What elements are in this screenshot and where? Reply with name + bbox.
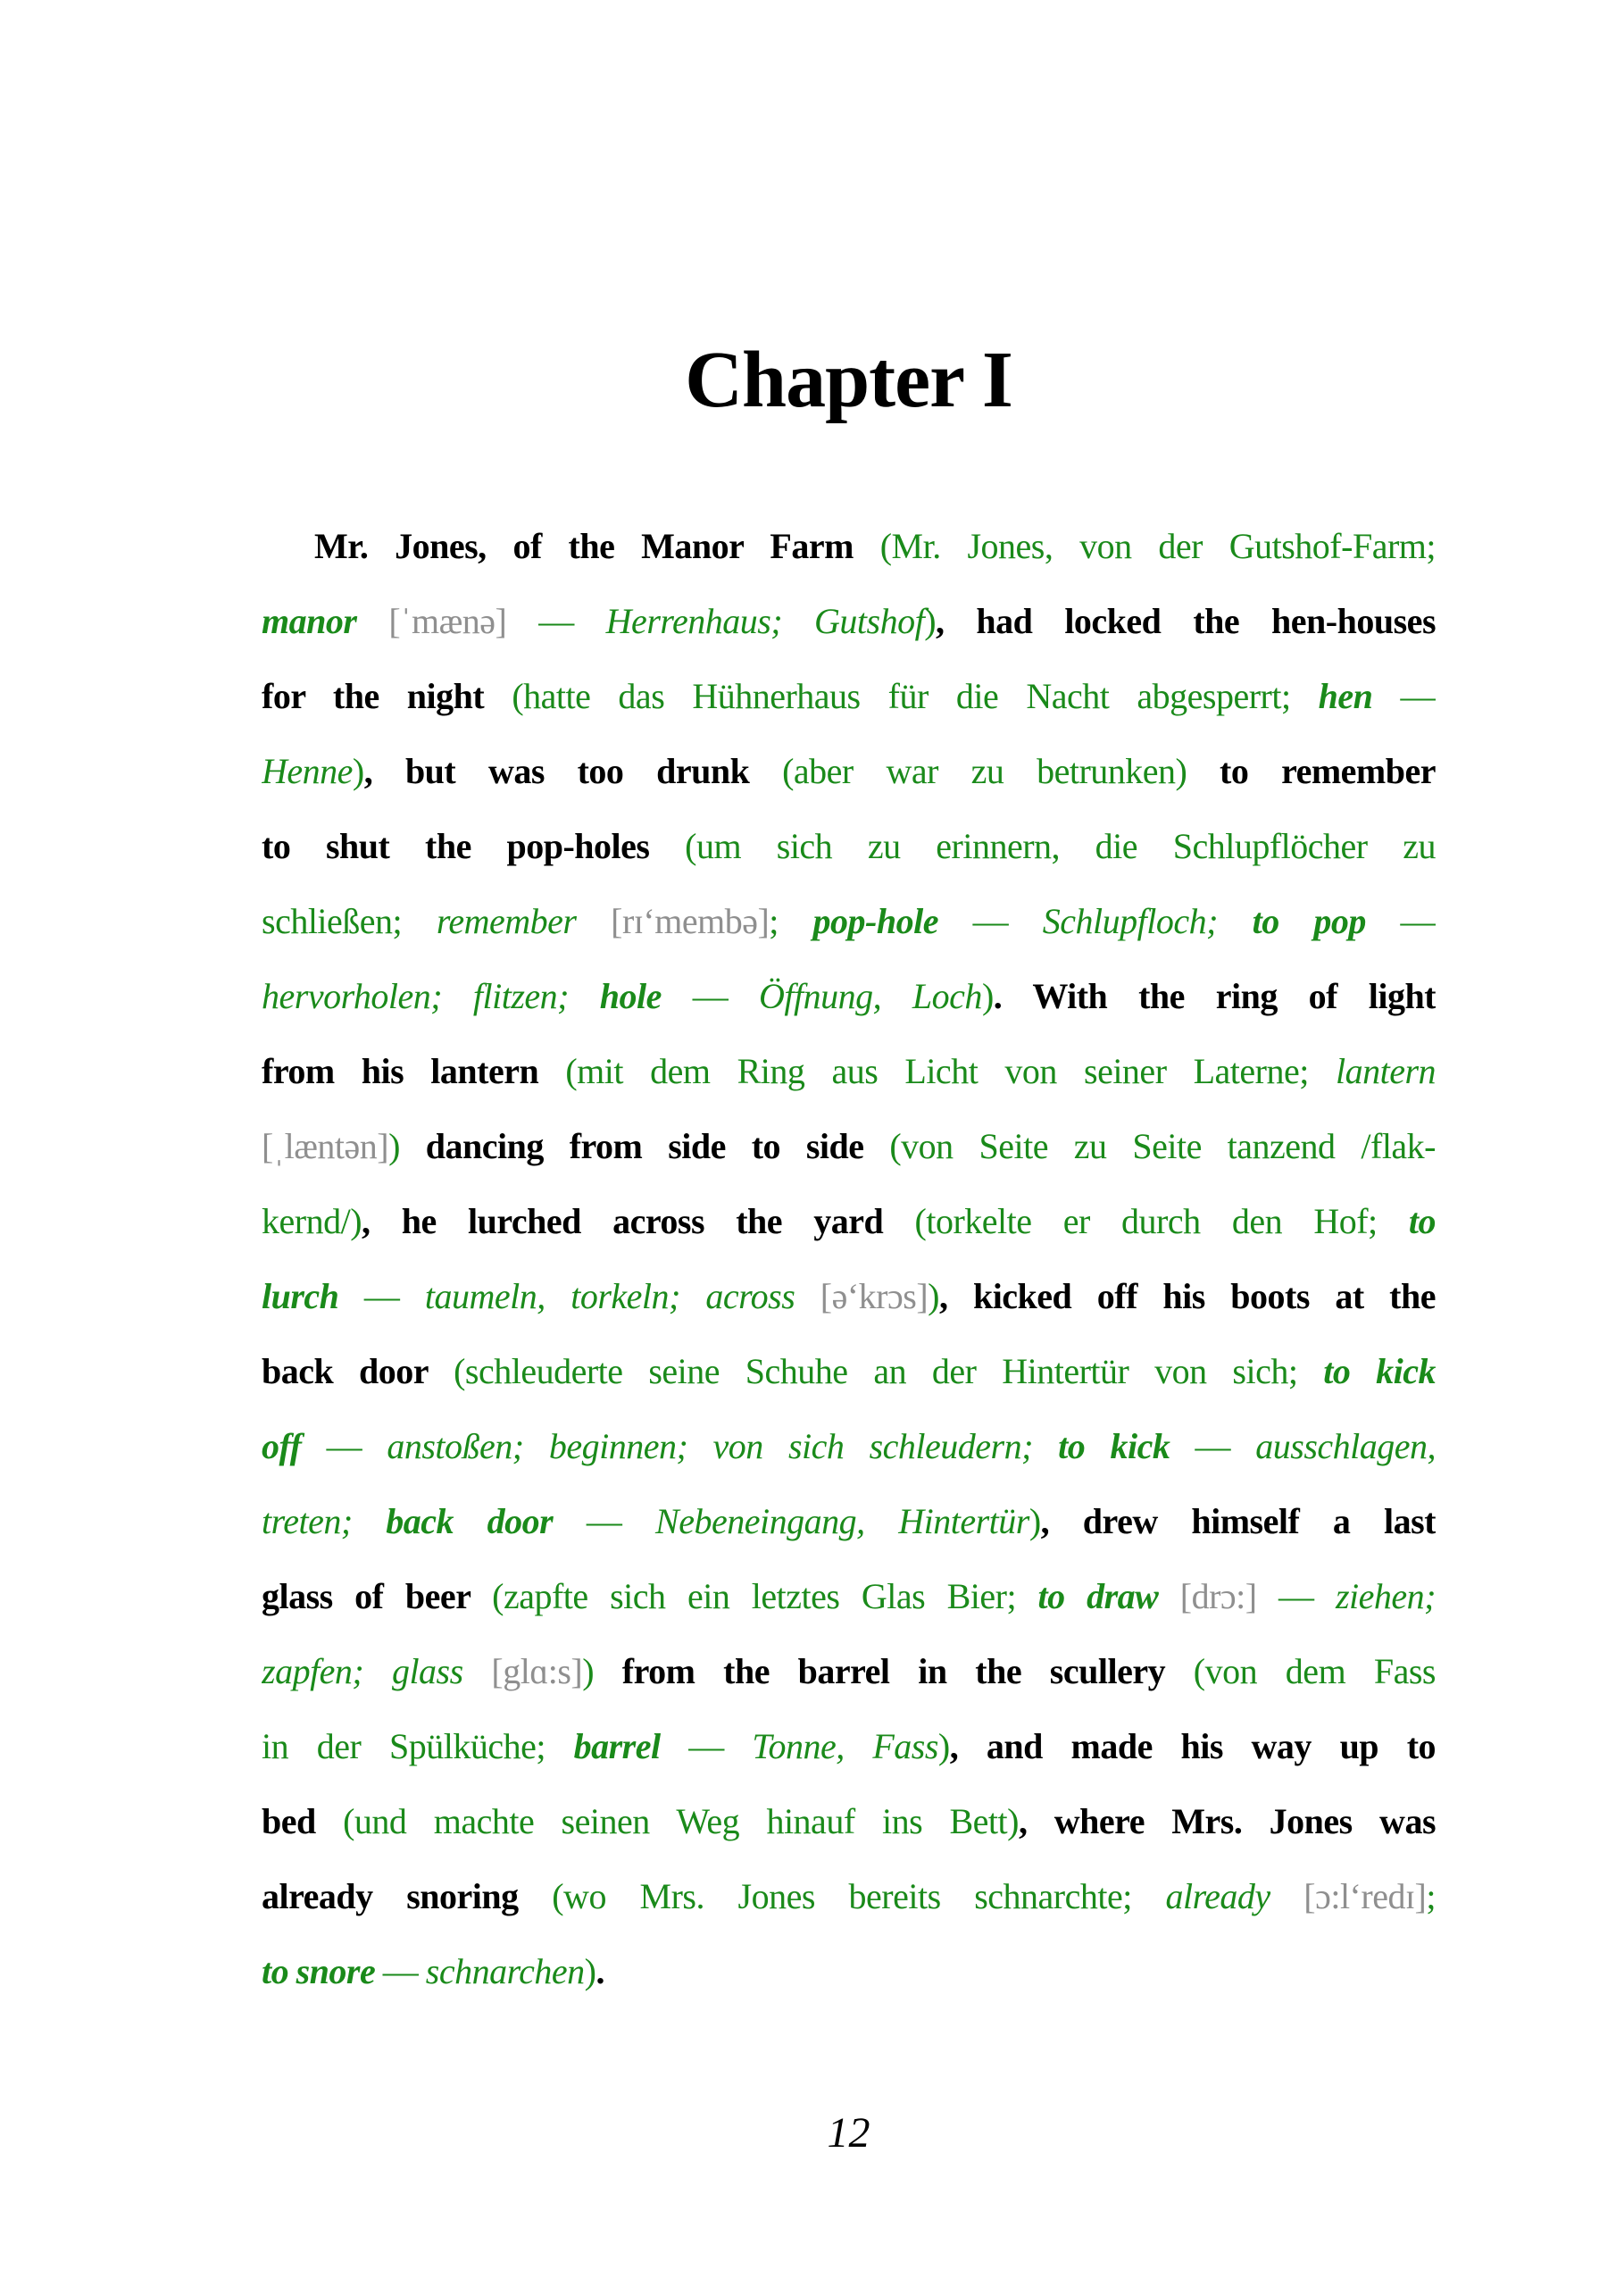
- text-line: [262, 1184, 1436, 1259]
- text-line: [262, 1634, 1436, 1709]
- english-text: . With the ring of light: [993, 976, 1436, 1016]
- english-text: for the night: [262, 676, 512, 716]
- german-translation: ): [352, 751, 364, 791]
- german-translation: —: [538, 601, 606, 641]
- english-text: back door: [262, 1351, 454, 1391]
- gloss-headword: back door: [386, 1501, 587, 1541]
- german-gloss: Öffnung, Loch: [759, 976, 982, 1016]
- english-text: , where Mrs. Jones was: [1018, 1801, 1436, 1841]
- text-line: [262, 809, 1436, 884]
- text-line: [262, 734, 1436, 809]
- german-translation: (und machte seinen Weg hinauf ins Bett): [343, 1801, 1019, 1841]
- german-gloss: Tonne, Fass: [752, 1726, 938, 1766]
- gloss-headword: to kick: [1323, 1351, 1436, 1391]
- german-translation: (wo Mrs. Jones bereits schnarchte;: [552, 1876, 1166, 1916]
- text-line: [262, 1484, 1436, 1559]
- german-translation: (Mr. Jones, von der Gutshof-Farm;: [879, 526, 1436, 566]
- german-gloss: Schlupfloch;: [1042, 901, 1253, 941]
- german-gloss: Henne: [262, 751, 353, 791]
- phonetic-transcription: [glɑ:s]: [491, 1651, 583, 1691]
- gloss-headword: hen: [1318, 676, 1401, 716]
- german-gloss: anstoßen; beginnen; von sich schleudern;: [387, 1426, 1059, 1466]
- english-text: , and made his way up to: [949, 1726, 1436, 1766]
- text-line: [262, 1109, 1436, 1184]
- chapter-title: Chapter I: [685, 336, 1012, 424]
- gloss-headword: to: [1408, 1201, 1436, 1241]
- german-translation: schließen;: [262, 901, 437, 941]
- english-text: , he lurched across the yard: [362, 1201, 915, 1241]
- gloss-headword: to snore: [262, 1951, 383, 1991]
- english-text: , drew himself a last: [1040, 1501, 1436, 1541]
- english-text: , had locked the hen-houses: [936, 601, 1436, 641]
- english-text: bed: [262, 1801, 344, 1841]
- text-line: [262, 1709, 1436, 1784]
- german-translation: (von dem Fass: [1193, 1651, 1436, 1691]
- reading-paragraph: [262, 509, 1436, 2009]
- english-text: already snoring: [262, 1876, 553, 1916]
- english-text: dancing from side to side: [399, 1126, 890, 1166]
- english-text: from the barrel in the scullery: [594, 1651, 1194, 1691]
- german-gloss: ausschlagen,: [1255, 1426, 1436, 1466]
- phonetic-transcription: [ɔ:lʻredɪ]: [1303, 1876, 1427, 1916]
- german-translation: ): [388, 1126, 400, 1166]
- german-translation: ): [1029, 1501, 1041, 1541]
- gloss-headword: off: [262, 1426, 327, 1466]
- german-translation: (schleuderte seine Schuhe an der Hintertür von sich;: [454, 1351, 1324, 1391]
- text-line: [262, 1259, 1436, 1334]
- german-gloss: ziehen;: [1335, 1576, 1436, 1616]
- german-translation: (torkelte er durch den Hof;: [914, 1201, 1409, 1241]
- text-line: [262, 959, 1436, 1034]
- gloss-headword: to pop: [1252, 901, 1401, 941]
- text-line: [262, 1934, 1436, 2009]
- german-gloss: Herrenhaus; Gutshof: [605, 601, 925, 641]
- text-line: [262, 1409, 1436, 1484]
- gloss-headword: barrel: [573, 1726, 689, 1766]
- german-translation: (zapfte sich ein letztes Glas Bier;: [492, 1576, 1038, 1616]
- german-translation: ): [928, 1276, 939, 1316]
- german-gloss: hervorholen; flitzen;: [262, 976, 600, 1016]
- german-translation: ): [981, 976, 994, 1016]
- gloss-headword: hole: [599, 976, 693, 1016]
- german-gloss: taumeln, torkeln; across: [424, 1276, 820, 1316]
- gloss-headword: to draw: [1037, 1576, 1180, 1616]
- phonetic-transcription: [əʻkrɔs]: [820, 1276, 929, 1316]
- gloss-headword: to kick: [1058, 1426, 1195, 1466]
- english-text: , but was too drunk: [363, 751, 783, 791]
- german-gloss: schnarchen: [425, 1951, 585, 1991]
- german-gloss: treten;: [262, 1501, 387, 1541]
- german-translation: —: [1278, 1576, 1336, 1616]
- german-translation: —: [688, 1726, 753, 1766]
- german-translation: —: [382, 1951, 426, 1991]
- page-number: 12: [827, 2109, 870, 2157]
- german-translation: (hatte das Hühnerhaus für die Nacht abgesperrt;: [512, 676, 1319, 716]
- english-text: glass of beer: [262, 1576, 493, 1616]
- german-translation: ): [584, 1951, 596, 1991]
- text-line: [262, 659, 1436, 734]
- german-gloss: Nebeneingang, Hintertür: [655, 1501, 1029, 1541]
- text-line: [262, 509, 1436, 584]
- german-gloss: remember: [436, 901, 612, 941]
- text-line: [262, 1784, 1436, 1859]
- german-translation: (um sich zu erinnern, die Schlupflöcher zu: [685, 826, 1436, 866]
- gloss-headword: pop-hole: [812, 901, 973, 941]
- german-gloss: zapfen; glass: [262, 1651, 492, 1691]
- german-gloss: already: [1165, 1876, 1304, 1916]
- german-translation: (mit dem Ring aus Licht von seiner Laterne;: [565, 1051, 1336, 1091]
- german-translation: —: [1400, 901, 1436, 941]
- german-translation: —: [326, 1426, 387, 1466]
- german-translation: in der Spülküche;: [262, 1726, 574, 1766]
- phonetic-transcription: [drɔ:]: [1179, 1576, 1279, 1616]
- german-translation: —: [692, 976, 760, 1016]
- english-text: , kicked off his boots at the: [938, 1276, 1436, 1316]
- text-line: [262, 884, 1436, 959]
- text-line: [262, 1034, 1436, 1109]
- phonetic-transcription: [rɪʻmembə]: [611, 901, 770, 941]
- german-translation: ): [582, 1651, 595, 1691]
- english-text: Mr. Jones, of the Manor Farm: [314, 526, 880, 566]
- german-translation: —: [363, 1276, 425, 1316]
- german-translation: ;: [1426, 1876, 1436, 1916]
- german-translation: ;: [769, 901, 813, 941]
- text-line: [262, 584, 1436, 659]
- english-text: to remember: [1187, 751, 1436, 791]
- german-translation: —: [1195, 1426, 1256, 1466]
- german-translation: —: [586, 1501, 656, 1541]
- text-line: [262, 1334, 1436, 1409]
- german-translation: —: [1400, 676, 1436, 716]
- phonetic-transcription: [ˌlæntən]: [262, 1126, 389, 1166]
- english-text: from his lantern: [262, 1051, 566, 1091]
- german-translation: ): [937, 1726, 950, 1766]
- german-translation: (aber war zu betrunken): [782, 751, 1187, 791]
- german-gloss: lantern: [1335, 1051, 1436, 1091]
- gloss-headword: lurch: [262, 1276, 364, 1316]
- german-translation: (von Seite zu Seite tanzend /flak-: [889, 1126, 1436, 1166]
- german-translation: ): [924, 601, 937, 641]
- english-text: .: [595, 1951, 604, 1991]
- gloss-headword: manor: [262, 601, 389, 641]
- text-line: [262, 1859, 1436, 1934]
- german-translation: —: [972, 901, 1043, 941]
- german-translation: kernd/): [262, 1201, 362, 1241]
- phonetic-transcription: [ˈmænə]: [388, 601, 539, 641]
- text-line: [262, 1559, 1436, 1634]
- english-text: to shut the pop-holes: [262, 826, 686, 866]
